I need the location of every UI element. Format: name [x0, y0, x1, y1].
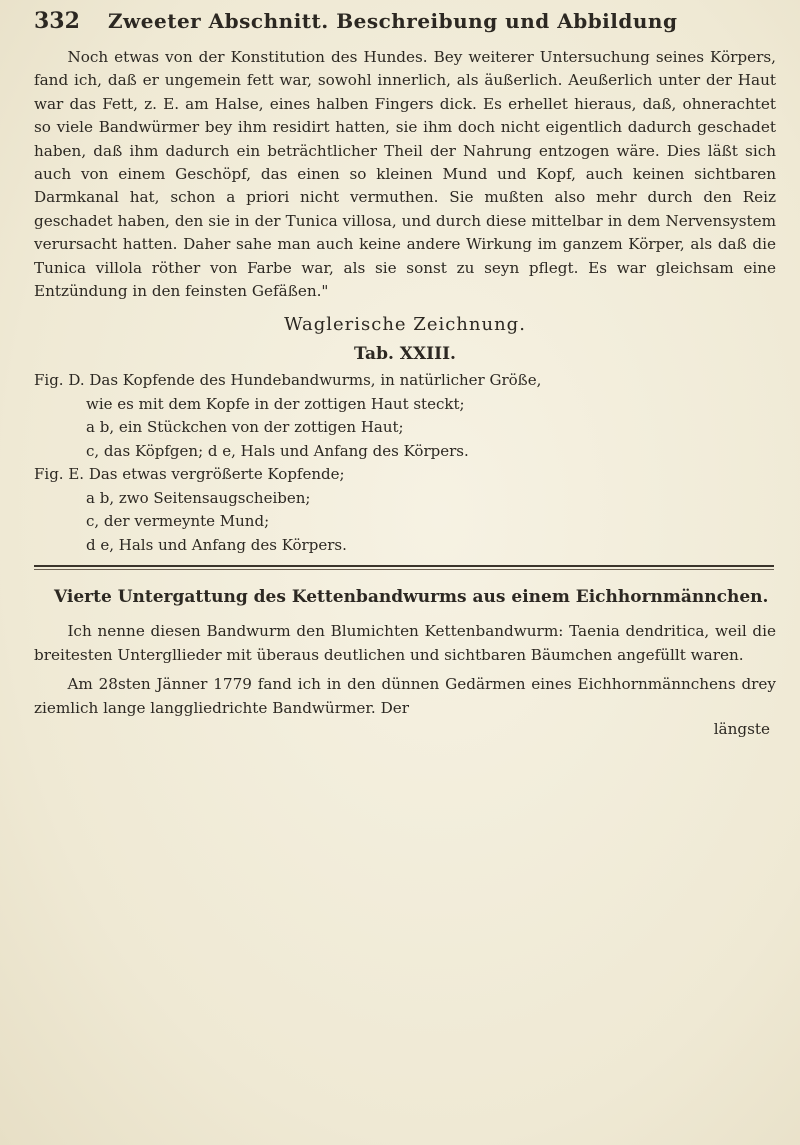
catchword: längste	[713, 720, 770, 739]
paragraph-eichhorn: Am 28sten Jänner 1779 fand ich in den dünnen Gedärmen eines Eichhornmännchens drey ziemlich lange langgliedrichte Bandwürmer. Der	[34, 675, 776, 717]
paragraph-taenia-dendritica: Ich nenne diesen Bandwurm den Blumichten Kettenbandwurm: Taenia dendritica, weil die breitesten Untergllieder mit überaus deutlichen und sichtbaren Bäumchen angefüllt waren.	[34, 622, 776, 664]
running-head: Zweeter Abschnitt. Beschreibung und Abbildung	[107, 9, 678, 33]
figure-e-caption	[34, 463, 776, 557]
figure-e-line: d e, Hals und Anfang des Körpers.	[86, 535, 347, 554]
section-divider	[34, 565, 774, 567]
plate-number: Tab. XXIII.	[354, 344, 456, 365]
section-divider-thin	[34, 569, 774, 570]
figure-d-line: wie es mit dem Kopfe in der zottigen Haut steckt;	[86, 394, 465, 413]
figure-d-line: a b, ein Stückchen von der zottigen Haut;	[86, 418, 404, 437]
page-header	[34, 8, 776, 46]
figure-d-line: c, das Köpfgen; d e, Hals und Anfang des Körpers.	[86, 441, 469, 460]
figure-d-title: Fig. D. Das Kopfende des Hundebandwurms, in natürlicher Größe,	[34, 371, 542, 390]
section-heading: Vierte Untergattung des Kettenbandwurms aus einem Eichhornmännchen.	[54, 587, 769, 608]
plate-heading: Waglerische Zeichnung.	[284, 314, 526, 336]
figure-d-caption	[34, 369, 776, 463]
page-number: 332	[34, 8, 80, 34]
figure-e-line: a b, zwo Seitensaugscheiben;	[86, 488, 311, 507]
figure-e-title: Fig. E. Das etwas vergrößerte Kopfende;	[34, 465, 345, 484]
paragraph-constitution: Noch etwas von der Konstitution des Hundes. Bey weiterer Untersuchung seines Körpers, fand ich, daß er ungemein fett war, sowohl innerlich, als äußerlich. Aeußerlich unter der Haut war das Fett, z. E. am Halse, eines halben Fingers dick. Es erhellet hieraus, daß, ohnerachtet so viele Bandwürmer bey ihm residirt hatten, sie ihm doch nicht eigentlich dadurch geschadet haben, daß ihm dadurch ein beträchtlicher Theil der Nahrung entzogen wäre. Dies läßt sich auch von einem Geschöpf, das einen so kleinen Mund und Kopf, auch keinen sichtbaren Darmkanal hat, schon a priori nicht vermuthen. Sie mußten also mehr durch den Reiz geschadet haben, den sie in der Tunica villosa, und durch diese mittelbar in dem Nervensystem verursacht hatten. Daher sahe man auch keine andere Wirkung im ganzem Körper, als daß die Tunica villola röther von Farbe war, als sie sonst zu seyn pflegt. Es war gleichsam eine Entzündung in den feinsten Gefäßen."	[34, 48, 776, 301]
figure-e-line: c, der vermeynte Mund;	[86, 512, 270, 531]
